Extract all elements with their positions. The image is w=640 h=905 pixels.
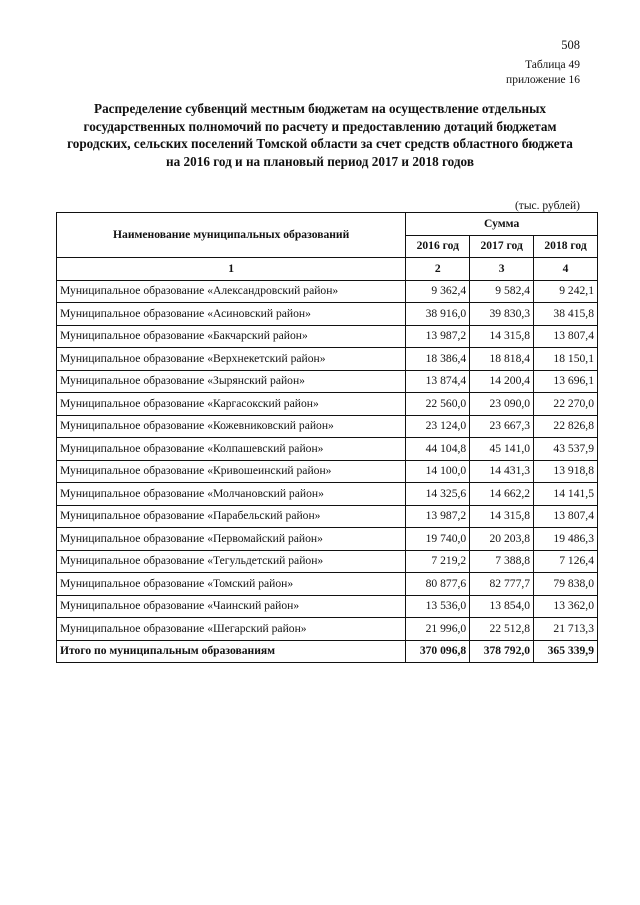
- municipality-name: Муниципальное образование «Колпашевский район»: [57, 438, 406, 461]
- table-row: [57, 370, 598, 393]
- total-2017: 378 792,0: [470, 640, 534, 663]
- municipality-name: Муниципальное образование «Молчановский район»: [57, 483, 406, 506]
- municipality-name: Муниципальное образование «Шегарский район»: [57, 618, 406, 641]
- amount-2016: 19 740,0: [406, 528, 470, 551]
- amount-2016: 80 877,6: [406, 573, 470, 596]
- amount-2016: 13 987,2: [406, 505, 470, 528]
- municipality-name: Муниципальное образование «Кожевниковский район»: [57, 415, 406, 438]
- amount-2018: 79 838,0: [534, 573, 598, 596]
- table-ref-line1: Таблица 49: [525, 59, 580, 71]
- amount-2018: 43 537,9: [534, 438, 598, 461]
- total-label: Итого по муниципальным образованиям: [57, 640, 406, 663]
- column-numbers-row: [57, 258, 598, 281]
- amount-2017: 14 315,8: [470, 325, 534, 348]
- table-row: [57, 280, 598, 303]
- distribution-table: [56, 212, 598, 663]
- total-2018: 365 339,9: [534, 640, 598, 663]
- municipality-name: Муниципальное образование «Зырянский район»: [57, 370, 406, 393]
- amount-2016: 7 219,2: [406, 550, 470, 573]
- amount-2017: 14 662,2: [470, 483, 534, 506]
- total-2016: 370 096,8: [406, 640, 470, 663]
- amount-2017: 14 315,8: [470, 505, 534, 528]
- column-number: 2: [406, 258, 470, 281]
- table-row: [57, 618, 598, 641]
- amount-2017: 13 854,0: [470, 595, 534, 618]
- table-row: [57, 415, 598, 438]
- table-row: [57, 325, 598, 348]
- header-year-2016: 2016 год: [406, 235, 470, 258]
- amount-2017: 82 777,7: [470, 573, 534, 596]
- amount-2018: 13 918,8: [534, 460, 598, 483]
- amount-2018: 13 696,1: [534, 370, 598, 393]
- page-number: 508: [561, 38, 580, 52]
- amount-2017: 14 200,4: [470, 370, 534, 393]
- amount-2017: 7 388,8: [470, 550, 534, 573]
- amount-2016: 13 987,2: [406, 325, 470, 348]
- amount-2017: 23 667,3: [470, 415, 534, 438]
- table-row: [57, 505, 598, 528]
- table-row: [57, 573, 598, 596]
- amount-2017: 20 203,8: [470, 528, 534, 551]
- header-year-2017: 2017 год: [470, 235, 534, 258]
- municipality-name: Муниципальное образование «Чаинский район»: [57, 595, 406, 618]
- amount-2016: 23 124,0: [406, 415, 470, 438]
- amount-2018: 38 415,8: [534, 303, 598, 326]
- municipality-name: Муниципальное образование «Тегульдетский район»: [57, 550, 406, 573]
- municipality-name: Муниципальное образование «Первомайский район»: [57, 528, 406, 551]
- municipality-name: Муниципальное образование «Верхнекетский район»: [57, 348, 406, 371]
- amount-2018: 22 270,0: [534, 393, 598, 416]
- amount-2018: 9 242,1: [534, 280, 598, 303]
- amount-2018: 18 150,1: [534, 348, 598, 371]
- amount-2017: 45 141,0: [470, 438, 534, 461]
- table-reference: [506, 58, 580, 88]
- municipality-name: Муниципальное образование «Парабельский район»: [57, 505, 406, 528]
- header-name: Наименование муниципальных образований: [57, 213, 406, 258]
- table-row: [57, 528, 598, 551]
- amount-2017: 14 431,3: [470, 460, 534, 483]
- table-row: [57, 460, 598, 483]
- amount-2017: 23 090,0: [470, 393, 534, 416]
- table-ref-line2: приложение 16: [506, 74, 580, 86]
- municipality-name: Муниципальное образование «Кривошеинский район»: [57, 460, 406, 483]
- amount-2017: 22 512,8: [470, 618, 534, 641]
- amount-2016: 13 874,4: [406, 370, 470, 393]
- amount-2017: 18 818,4: [470, 348, 534, 371]
- municipality-name: Муниципальное образование «Александровский район»: [57, 280, 406, 303]
- amount-2016: 14 325,6: [406, 483, 470, 506]
- amount-2016: 44 104,8: [406, 438, 470, 461]
- amount-2016: 18 386,4: [406, 348, 470, 371]
- municipality-name: Муниципальное образование «Асиновский район»: [57, 303, 406, 326]
- table-row: [57, 595, 598, 618]
- amount-2016: 13 536,0: [406, 595, 470, 618]
- table-row: [57, 438, 598, 461]
- total-row: [57, 640, 598, 663]
- amount-2016: 9 362,4: [406, 280, 470, 303]
- amount-2018: 14 141,5: [534, 483, 598, 506]
- amount-2018: 7 126,4: [534, 550, 598, 573]
- amount-2017: 39 830,3: [470, 303, 534, 326]
- amount-2018: 13 807,4: [534, 505, 598, 528]
- column-number: 4: [534, 258, 598, 281]
- header-sum: Сумма: [406, 213, 598, 236]
- amount-2016: 38 916,0: [406, 303, 470, 326]
- table-row: [57, 483, 598, 506]
- amount-2016: 14 100,0: [406, 460, 470, 483]
- amount-2018: 19 486,3: [534, 528, 598, 551]
- municipality-name: Муниципальное образование «Каргасокский район»: [57, 393, 406, 416]
- amount-2017: 9 582,4: [470, 280, 534, 303]
- units-label: (тыс. рублей): [514, 200, 580, 212]
- header-year-2018: 2018 год: [534, 235, 598, 258]
- amount-2018: 13 807,4: [534, 325, 598, 348]
- table-row: [57, 393, 598, 416]
- table-row: [57, 348, 598, 371]
- municipality-name: Муниципальное образование «Бакчарский район»: [57, 325, 406, 348]
- amount-2018: 21 713,3: [534, 618, 598, 641]
- column-number: 3: [470, 258, 534, 281]
- municipality-name: Муниципальное образование «Томский район»: [57, 573, 406, 596]
- table-row: [57, 550, 598, 573]
- table-row: [57, 303, 598, 326]
- column-number: 1: [57, 258, 406, 281]
- amount-2018: 13 362,0: [534, 595, 598, 618]
- amount-2016: 21 996,0: [406, 618, 470, 641]
- amount-2018: 22 826,8: [534, 415, 598, 438]
- amount-2016: 22 560,0: [406, 393, 470, 416]
- document-title: Распределение субвенций местным бюджетам на осуществление отдельных государственных полномочий по расчету и предоставлению дотаций бюджетам городских, сельских поселений Томской области за счет средств областного бюджета на 2016 год и на плановый период 2017 и 2018 годов: [67, 101, 573, 169]
